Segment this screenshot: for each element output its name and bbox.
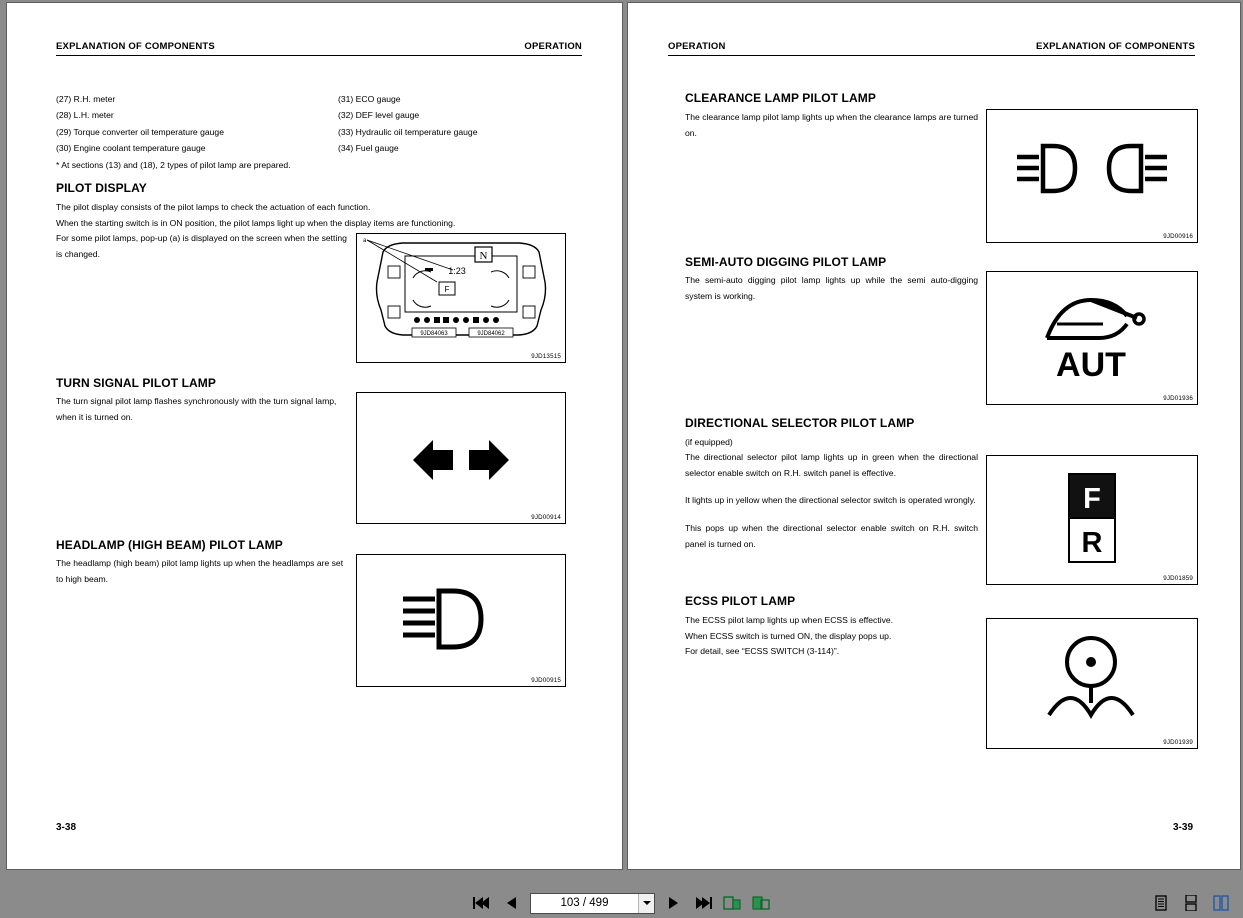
paragraph: For some pilot lamps, pop-up (a) is displayed on the screen when the setting is changed. xyxy=(56,233,347,259)
list-item: (31) ECO gauge xyxy=(338,94,401,104)
list-item: (27) R.H. meter xyxy=(56,94,116,104)
paragraph: The pilot display consists of the pilot lamps to check the actuation of each function. xyxy=(56,202,371,212)
facing-pages-view-icon[interactable] xyxy=(1211,893,1231,913)
continuous-view-icon[interactable] xyxy=(1181,893,1201,913)
paragraph: The turn signal pilot lamp flashes synchronously with the turn signal lamp, when it is turned on. xyxy=(56,396,337,422)
single-page-view-icon[interactable] xyxy=(1151,893,1171,913)
figure-headlamp-high-beam xyxy=(356,554,566,687)
header-right-text: OPERATION xyxy=(524,41,582,52)
paragraph: The headlamp (high beam) pilot lamp lights up when the headlamps are set to high beam. xyxy=(56,558,344,584)
svg-text:N: N xyxy=(479,250,488,262)
section-title-clearance-lamp: CLEARANCE LAMP PILOT LAMP xyxy=(685,91,876,105)
figure-pilot-display xyxy=(356,233,566,363)
section-title-turn-signal: TURN SIGNAL PILOT LAMP xyxy=(56,376,216,390)
figure-directional-selector xyxy=(986,455,1198,585)
figure-code: 9JD00914 xyxy=(531,514,561,521)
previous-page-button[interactable] xyxy=(501,893,521,913)
section-title-headlamp-high-beam: HEADLAMP (HIGH BEAM) PILOT LAMP xyxy=(56,538,283,552)
header-right-text: EXPLANATION OF COMPONENTS xyxy=(1036,41,1195,52)
list-item: (33) Hydraulic oil temperature gauge xyxy=(338,126,478,137)
figure-code: 9JD00916 xyxy=(1163,233,1193,240)
clearance-lamp-icon xyxy=(987,110,1197,238)
page-header-left xyxy=(56,41,582,56)
paragraph: The clearance lamp pilot lamp lights up when the clearance lamps are turned on. xyxy=(685,112,978,138)
list-item: (29) Torque converter oil temperature gauge xyxy=(56,126,224,137)
svg-text:F: F xyxy=(444,285,450,294)
list-item: (34) Fuel gauge xyxy=(338,143,399,154)
chevron-down-icon[interactable] xyxy=(638,894,654,913)
page-header-right xyxy=(668,41,1195,56)
page-left[interactable] xyxy=(6,2,623,870)
svg-text:1:23: 1:23 xyxy=(448,266,466,276)
figure-code: 9JD01936 xyxy=(1163,395,1193,402)
header-left-text: EXPLANATION OF COMPONENTS xyxy=(56,41,215,52)
header-left-text: OPERATION xyxy=(668,41,726,52)
figure-code: 9JD01939 xyxy=(1163,739,1193,746)
section-subtitle: (if equipped) xyxy=(685,437,733,447)
monitor-panel-illustration xyxy=(357,234,565,346)
svg-text:9JD84063: 9JD84063 xyxy=(420,331,448,337)
turn-signal-arrows-icon xyxy=(357,393,565,519)
section-title-directional-selector: DIRECTIONAL SELECTOR PILOT LAMP xyxy=(685,416,915,430)
last-page-button[interactable] xyxy=(693,893,713,913)
first-page-button[interactable] xyxy=(472,893,492,913)
viewer-toolbar xyxy=(0,888,1243,918)
figure-clearance-lamp xyxy=(986,109,1198,243)
list-item: (30) Engine coolant temperature gauge xyxy=(56,143,206,154)
selector-text-reverse: R xyxy=(1081,527,1103,559)
paragraph: This pops up when the directional selector enable switch on R.H. switch panel is turned on. xyxy=(685,523,978,549)
list-item: (32) DEF level gauge xyxy=(338,110,420,121)
semi-auto-figure-text: AUT xyxy=(1056,346,1126,384)
paragraph: When ECSS switch is turned ON, the display pops up. xyxy=(685,630,892,641)
directional-selector-icon xyxy=(987,456,1197,580)
paragraph: The directional selector pilot lamp lights up in green when the directional selector enable switch on R.H. switch panel is effective. xyxy=(685,452,978,478)
figure-semi-auto-digging xyxy=(986,271,1198,405)
fit-page-icon[interactable] xyxy=(751,893,771,913)
paragraph: The semi-auto digging pilot lamp lights up while the semi auto-digging system is working. xyxy=(685,275,978,301)
section-title-semi-auto-digging: SEMI-AUTO DIGGING PILOT LAMP xyxy=(685,255,887,269)
page-number-value[interactable]: 103 / 499 xyxy=(560,897,609,909)
selector-text-forward: F xyxy=(1083,483,1101,515)
figure-callout-a: a xyxy=(363,238,367,244)
paragraph: For detail, see “ECSS SWITCH (3-114)”. xyxy=(685,646,840,657)
figure-ecss xyxy=(986,618,1198,749)
view-mode-group xyxy=(1151,893,1231,913)
figure-code: 9JD00915 xyxy=(531,677,561,684)
semi-auto-digging-icon xyxy=(987,272,1197,400)
next-page-button[interactable] xyxy=(664,893,684,913)
page-number-right: 3-39 xyxy=(1172,822,1193,833)
figure-code: 9JD13515 xyxy=(531,353,561,360)
figure-turn-signal xyxy=(356,392,566,524)
ecss-icon xyxy=(987,619,1197,744)
paragraph: The ECSS pilot lamp lights up when ECSS is effective. xyxy=(685,615,894,625)
fit-width-icon[interactable] xyxy=(722,893,742,913)
paragraph: It lights up in yellow when the directional selector switch is operated wrongly. xyxy=(685,495,976,505)
figure-code: 9JD01859 xyxy=(1163,575,1193,582)
svg-text:9JD84062: 9JD84062 xyxy=(477,331,505,337)
page-number-select[interactable] xyxy=(530,893,655,914)
footnote: * At sections (13) and (18), 2 types of pilot lamp are prepared. xyxy=(56,159,291,170)
section-title-ecss: ECSS PILOT LAMP xyxy=(685,594,796,608)
page-number-left: 3-38 xyxy=(56,822,77,833)
section-title-pilot-display: PILOT DISPLAY xyxy=(56,181,147,195)
paragraph: When the starting switch is in ON position, the pilot lamps light up when the display items are functioning. xyxy=(56,217,456,228)
high-beam-icon xyxy=(357,555,565,683)
page-right[interactable] xyxy=(627,2,1241,870)
component-list xyxy=(56,91,478,173)
list-item: (28) L.H. meter xyxy=(56,110,114,121)
